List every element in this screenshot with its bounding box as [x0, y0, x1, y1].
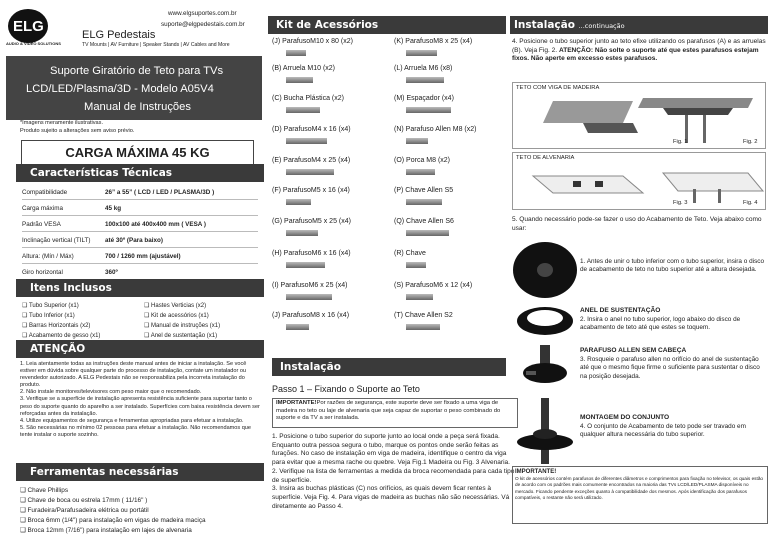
svg-text:ELG: ELG [13, 18, 44, 35]
assembly-text: 4. O conjunto de Acabamento de teto pode ser travado em qualquer altura necessária do tubo superior. [580, 423, 746, 439]
items-left-list [22, 301, 100, 341]
allen-title: PARAFUSO ALLEN SEM CABEÇA [580, 347, 687, 354]
step1-title: Passo 1 – Fixando o Suporte ao Teto [272, 384, 420, 394]
assembly-title: MONTAGEM DO CONJUNTO [580, 414, 670, 421]
email: suporte@elgpedestais.com.br [161, 21, 245, 28]
spec-value: 100x100 até 400x400 mm ( VESA ) [105, 221, 206, 228]
list-item: 2. Não instale monitores/televisores com peso maior que o recomendado. [20, 389, 202, 396]
logo-sub: AUDIO & VIDEO SOLUTIONS [6, 41, 61, 46]
kit-part-label: (B) Arruela M10 (x2) [272, 65, 336, 72]
step5-text: 5. Quando necessário pode-se fazer o uso do Acabamento de Teto. Veja abaixo como usar: [512, 216, 762, 232]
spec-row [22, 233, 258, 248]
brand-name: ELG Pedestais [82, 29, 156, 41]
kit-part-label: (O) Porca M8 (x2) [394, 157, 451, 164]
part-illustration-icon [406, 294, 433, 300]
spec-value: 26” a 55” ( LCD / LED / PLASMA/3D ) [105, 189, 215, 196]
wood-figure-box [512, 82, 766, 149]
part-illustration-icon [286, 199, 311, 205]
part-illustration-icon [286, 262, 325, 268]
spec-key: Altura: (Mín / Máx) [22, 253, 74, 260]
part-illustration-icon [286, 77, 313, 83]
part-illustration-icon [406, 262, 426, 268]
max-load-box [21, 140, 254, 166]
spec-row [22, 185, 258, 200]
max-load: CARGA MÁXIMA 45 KG [65, 145, 210, 160]
kit-part-label: (H) ParafusoM6 x 16 (x4) [272, 250, 351, 257]
part-illustration-icon [406, 199, 442, 205]
kit-part-label: (I) ParafusoM6 x 25 (x4) [272, 282, 348, 289]
kit-part-label: (G) ParafusoM5 x 25 (x4) [272, 218, 351, 225]
change-note: Produto sujeito a alterações sem aviso prévio. [20, 128, 135, 134]
spec-value: 700 / 1260 mm (ajustável) [105, 253, 181, 260]
kit-part-label: (Q) Chave Allen S6 [394, 218, 454, 225]
list-item: ❑ Manual de instruções (x1) [144, 323, 221, 329]
spec-value: até 30º (Para baixo) [105, 237, 163, 244]
spec-row [22, 249, 258, 264]
attention-title: ATENÇÃO [30, 343, 86, 355]
spec-key: Giro horizontal [22, 269, 63, 276]
kit-header [268, 16, 506, 34]
list-item: 1. Posicione o tubo superior do suporte junto ao local onde a peça será fixada. Enquanto outra pessoa segura o tubo, marque os pontos onde serão feitas as furações. No caso de instalação em viga de madeira, identifique o centro da viga para evitar que a mesma rache ou quebre. Veja Fig.1 Madeira ou Fig. 3 Alvenaria. [272, 433, 511, 467]
ceiling-disc-icon [510, 240, 580, 300]
spec-key: Inclinação vertical (TILT) [22, 237, 91, 244]
part-illustration-icon [406, 230, 449, 236]
list-item: 5. São necessárias no mínimo 02 pessoas para efetuar a instalação. Não recomendamos que tente instalar o suporte sozinho. [20, 424, 251, 438]
wood-label: TETO COM VIGA DE MADEIRA [516, 85, 600, 91]
ring-text: 2. Insira o anel no tubo superior, logo abaixo do disco de acabamento de teto até que estes se toquem. [580, 316, 741, 332]
allen-text: 3. Rosqueie o parafuso allen no orifício do anel de sustentação até que o mesmo fique firme o suficiente para sustentar o disco na posição desejada. [580, 356, 760, 380]
kit-part-label: (S) ParafusoM6 x 12 (x4) [394, 282, 473, 289]
column-middle [268, 0, 515, 543]
list-item: 4. Utilize equipamentos de segurança e ferramentas apropriadas para efetuar a instalação. [20, 417, 244, 424]
important-note-text: O kit de acessórios contém parafusos de diferentes diâmetros e comprimentos para fixação no televisor, os quais estão de acordo com os padrões mais comumente encontrados na maioria das TVs LCD/LED/PLASMA disponíveis no mercado. Ficando pendente exceções quanto à compatibilidade dos mesmos. Após identificação dos parafusos compatíveis, o restante não será utilizado. [515, 475, 764, 501]
elg-logo [6, 6, 82, 46]
kit-part-label: (L) Arruela M6 (x8) [394, 65, 453, 72]
kit-part-label: (J) ParafusoM8 x 16 (x4) [272, 312, 350, 319]
list-item: ❑ Acabamento de gesso (x1) [22, 333, 101, 339]
part-illustration-icon [406, 324, 440, 330]
part-illustration-icon [286, 50, 306, 56]
support-ring-icon [515, 303, 575, 339]
tools-list [20, 486, 206, 536]
masonry-label: TETO DE ALVENARIA [516, 155, 575, 161]
list-item: 3. Insira as buchas plásticas (C) nos orifícios, as quais devem ficar rentes à superfície. Veja Fig. 4. Para vigas de madeira as buchas não são necessárias. Vá diretamente ao Passo 4. [272, 485, 510, 510]
spec-key: Carga máxima [22, 205, 63, 212]
masonry-figure-box [512, 152, 766, 210]
column-left [0, 0, 264, 543]
spec-row [22, 265, 258, 280]
part-illustration-icon [406, 107, 451, 113]
items-title: Itens Inclusos [30, 282, 112, 294]
specs-title: Características Técnicas [30, 167, 173, 179]
part-illustration-icon [406, 169, 435, 175]
part-illustration-icon [406, 77, 444, 83]
kit-part-label: (E) ParafusoM4 x 25 (x4) [272, 157, 351, 164]
kit-part-label: (K) ParafusoM8 x 25 (x4) [394, 38, 473, 45]
product-title-block [6, 56, 262, 120]
tools-header [16, 463, 264, 481]
part-illustration-icon [286, 324, 309, 330]
kit-part-label: (J) ParafusoM10 x 80 (x2) [272, 38, 353, 45]
brand-tagline: TV Mounts | AV Furniture | Speaker Stands | AV Cables and More [82, 42, 230, 48]
list-item: ❑ Chave de boca ou estrela 17mm ( 11/16" ) [20, 497, 148, 504]
website: www.elgsuportes.com.br [168, 10, 237, 17]
kit-part-label: (C) Bucha Plástica (x2) [272, 95, 344, 102]
important-box [272, 398, 518, 428]
list-item: 3. Verifique se a superfície de instalação apresenta resistência suficiente para suportar tanto o peso do suporte quanto do aparelho a ser instalado. Superfícies com baixa resistência devem ser reforçadas antes da instalação. [20, 396, 260, 417]
list-item: ❑ Kit de acessórios (x1) [144, 313, 209, 319]
install-title: Instalação [280, 361, 341, 373]
kit-title: Kit de Acessórios [276, 19, 379, 31]
spec-value: 360º [105, 269, 118, 276]
ring-title: ANEL DE SUSTENTAÇÃO [580, 307, 661, 314]
manual-title: Manual de Instruções [84, 101, 191, 113]
list-item: ❑ Tubo Superior (x1) [22, 303, 79, 309]
items-header [16, 279, 264, 297]
list-item: 2. Verifique na lista de ferramentas a medida da broca recomendada para cada tipo de superfície. [272, 467, 515, 484]
spec-row [22, 201, 258, 216]
list-item: 1. Leia atentamente todas as instruções deste manual antes de iniciar a instalação. Se você estiver em dúvida sobre qualquer parte do processo de instalação, contate um instalador ou revendedor autorizado. A ELG Pedestais não se responsabiliza pela incorreta instalação do produto. [20, 361, 247, 389]
kit-part-label: (D) ParafusoM4 x 16 (x4) [272, 126, 351, 133]
kit-part-label: (N) Parafuso Allen M8 (x2) [394, 126, 477, 133]
important-text: Por razões de segurança, este suporte deve ser fixado a uma viga de madeira no teto ou laje de alvenaria que seja capaz de suportar o peso combinado do suporte e da TV a ser instalada. [276, 400, 501, 422]
fig3-label: Fig. 3 [673, 200, 688, 206]
list-item: ❑ Broca 12mm (7/16") para instalação em lajes de alvenaria [20, 527, 192, 534]
kit-part-label: (M) Espaçador (x4) [394, 95, 454, 102]
attention-list [20, 361, 260, 439]
list-item: ❑ Anel de sustentação (x1) [144, 333, 218, 339]
product-model: LCD/LED/Plasma/3D - Modelo A05V4 [26, 83, 214, 95]
cont-title: Instalação [514, 19, 575, 31]
important-note-label: IMPORTANTE! [515, 469, 557, 475]
list-item: ❑ Chave Phillips [20, 487, 69, 494]
fig2-label: Fig. 2 [743, 139, 758, 145]
step4: 4. Posicione o tubo superior junto ao teto efixe utilizando os parafusos (A) e as arruelas (B). Veja Fig. 2. [512, 38, 766, 54]
attention-header [16, 340, 264, 358]
list-item: ❑ Broca 6mm (1/4") para instalação em vigas de madeira maciça [20, 517, 206, 524]
fig1-label: Fig. 1 [673, 139, 688, 145]
disc-text: 1. Antes de unir o tubo inferior com o tubo superior, insira o disco de acabamento de teto no tubo superior até a altura desejada. [580, 258, 765, 274]
column-right [510, 0, 768, 543]
list-item: ❑ Hastes Verticias (x2) [144, 303, 207, 309]
important-note-box [512, 466, 768, 524]
list-item: ❑ Tubo Inferior (x1) [22, 313, 75, 319]
part-illustration-icon [286, 107, 320, 113]
kit-part-label: (F) ParafusoM5 x 16 (x4) [272, 187, 350, 194]
image-note: *Imagens meramente ilustrativas. [20, 120, 104, 126]
masonry-illustration [513, 161, 765, 209]
spec-value: 45 kg [105, 205, 122, 212]
tools-title: Ferramentas necessárias [30, 466, 179, 478]
spec-key: Padrão VESA [22, 221, 61, 228]
kit-part-label: (R) Chave [394, 250, 426, 257]
part-illustration-icon [286, 138, 327, 144]
specs-header [16, 164, 264, 182]
part-illustration-icon [286, 230, 318, 236]
items-right-list [144, 301, 220, 341]
part-illustration-icon [286, 169, 334, 175]
install-header [272, 358, 506, 376]
allen-screw-icon [520, 345, 570, 393]
part-illustration-icon [406, 50, 437, 56]
step4-attention: ATENÇÃO: Não solte o suporte até que estes parafusos estejam fixos. Não aperte em excesso estes parafusos. [512, 46, 759, 63]
fig4-label: Fig. 4 [743, 200, 758, 206]
spec-key: Compatibilidade [22, 189, 68, 196]
important-label: IMPORTANTE! [276, 400, 317, 406]
continuation-header [510, 16, 768, 34]
kit-part-label: (T) Chave Allen S2 [394, 312, 453, 319]
step4-text [512, 38, 766, 64]
wood-illustration [513, 93, 765, 148]
kit-part-label: (P) Chave Allen S5 [394, 187, 454, 194]
product-title: Suporte Giratório de Teto para TVs [50, 65, 224, 77]
spec-row [22, 217, 258, 232]
part-illustration-icon [286, 294, 332, 300]
cont-sub: ...continuação [578, 22, 625, 30]
assembly-icon [515, 398, 575, 464]
part-illustration-icon [406, 138, 428, 144]
list-item: ❑ Furadeira/Parafusadeira elétrica ou portátil [20, 507, 149, 514]
step1-list [272, 433, 518, 511]
list-item: ❑ Barras Horizontais (x2) [22, 323, 91, 329]
